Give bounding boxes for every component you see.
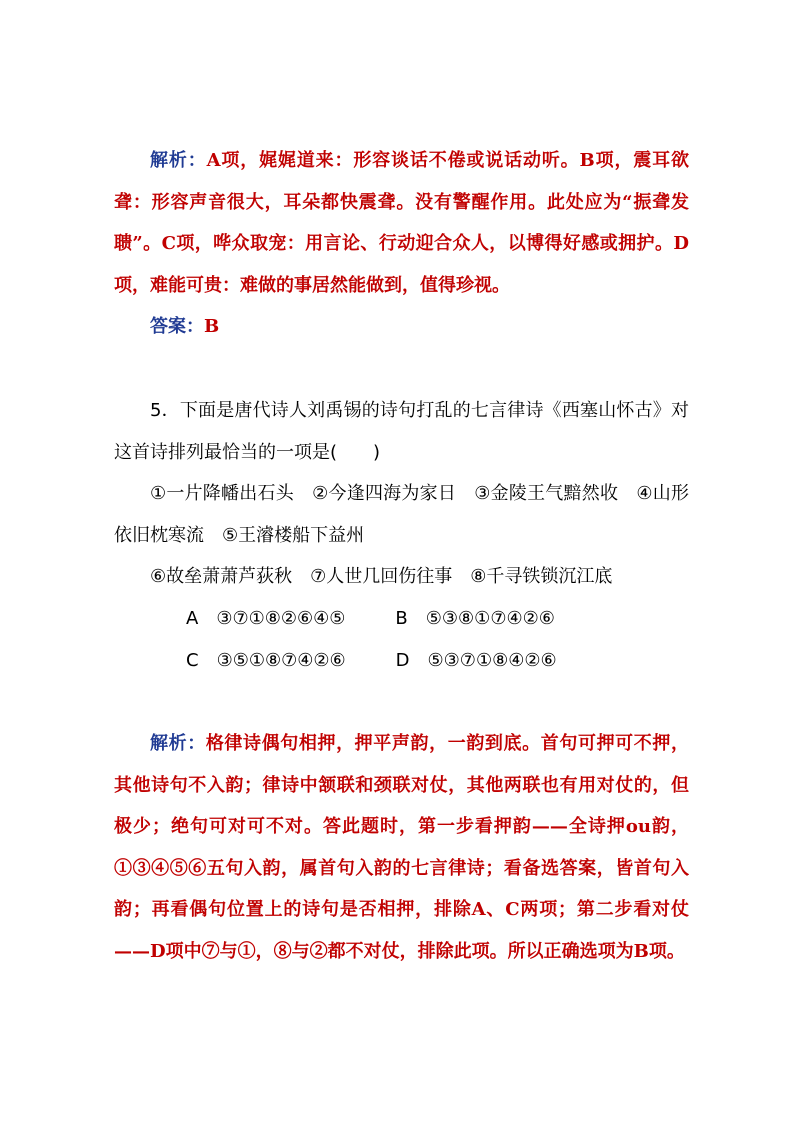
- option-b: B ⑤③⑧①⑦④②⑥: [395, 608, 555, 629]
- answer-label: 答案：: [150, 316, 204, 337]
- poem-lines-row-2: ⑥故垒萧萧芦荻秋 ⑦人世几回伤往事 ⑧千寻铁锁沉江底: [150, 566, 613, 587]
- answer-q4: [114, 306, 689, 348]
- explanation-label: 解析：: [150, 150, 207, 171]
- explanation-q4: [114, 140, 689, 306]
- explanation-text: A项，娓娓道来：形容谈话不倦或说话动听。B项，震耳欲聋：形容声音很大，耳朵都快震聋。没有警醒作用。此处应为“振聋发聩”。C项，哗众取宠：用言论、行动迎合众人，以博得好感或拥护。D项，难能可贵：难做的事居然能做到，值得珍视。: [114, 150, 690, 296]
- question-5-stem: 5．下面是唐代诗人刘禹锡的诗句打乱的七言律诗《西塞山怀古》对这首诗排列最恰当的一项是( ): [114, 400, 689, 463]
- answer-value: B: [204, 316, 220, 337]
- explanation-text: 格律诗偶句相押，押平声韵，一韵到底。首句可押可不押，其他诗句不入韵；律诗中颔联和颈联对仗，其他两联也有用对仗的，但极少；绝句可对可不对。答此题时，第一步看押韵——全诗押ou韵，①③④⑤⑥五句入韵，属首句入韵的七言律诗；看备选答案，皆首句入韵；再看偶句位置上的诗句是否相押，排除A、C两项；第二步看对仗——D项中⑦与①，⑧与②都不对仗，排除此项。所以正确选项为B项。: [114, 733, 690, 962]
- option-a: A ③⑦①⑧②⑥④⑤: [186, 608, 346, 629]
- option-c: C ③⑤①⑧⑦④②⑥: [186, 650, 346, 671]
- explanation-label: 解析：: [150, 733, 206, 754]
- options-row-cd: [114, 640, 689, 682]
- explanation-q5: [114, 723, 689, 973]
- options-row-ab: [114, 598, 689, 640]
- poem-lines-row-1: ①一片降幡出石头 ②今逢四海为家日 ③金陵王气黯然收 ④山形依旧枕寒流 ⑤王濬楼船下益州: [114, 483, 689, 546]
- option-d: D ⑤③⑦①⑧④②⑥: [395, 650, 557, 671]
